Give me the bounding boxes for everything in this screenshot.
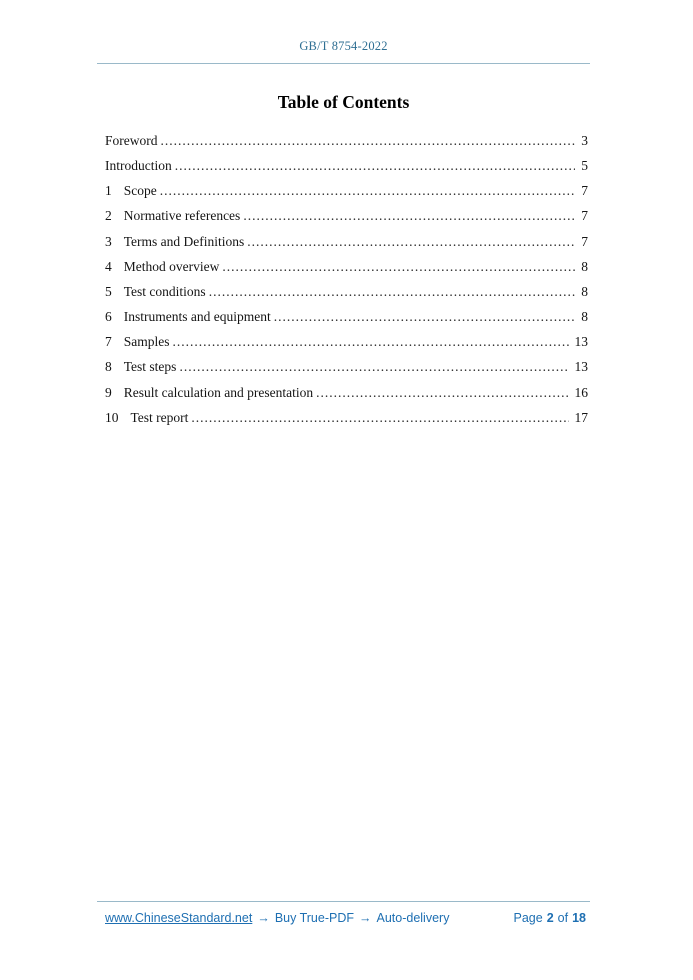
toc-entry [105, 229, 588, 254]
toc-entry [105, 153, 588, 178]
of-label: of [557, 911, 569, 925]
footer [97, 911, 590, 925]
footer-buy-text: Buy True-PDF [274, 911, 354, 925]
toc-entry-number: 2 [105, 208, 112, 224]
toc-entry-page: 8 [581, 258, 588, 274]
toc-entry-number: 7 [105, 334, 112, 350]
dot-leader [274, 304, 576, 329]
toc-entry-label: Normative references [123, 208, 241, 224]
toc-entry-number: 8 [105, 359, 112, 375]
dot-leader [173, 329, 569, 354]
toc-entry-page: 8 [581, 283, 588, 299]
page-indicator [514, 911, 587, 925]
dot-leader [160, 178, 576, 203]
toc-entry [105, 329, 588, 354]
header-rule [97, 63, 590, 64]
toc-entry-page: 7 [581, 208, 588, 224]
toc-entry [105, 178, 588, 203]
arrow-right-icon: → [257, 911, 270, 925]
toc-entry-page: 8 [581, 309, 588, 325]
dot-leader [247, 229, 575, 254]
page-total-number: 18 [572, 911, 586, 925]
dot-leader [316, 380, 568, 405]
toc-entry-page: 17 [574, 409, 588, 425]
toc-entry-label: Foreword [105, 133, 158, 148]
toc-entry-number: 6 [105, 309, 112, 325]
toc-entry [105, 405, 588, 430]
toc-entry-label: Samples [123, 334, 170, 350]
toc-entry-page: 7 [581, 183, 588, 199]
toc-entry-number: 5 [105, 283, 112, 299]
toc-entry-label: Test steps [123, 359, 177, 375]
toc-entry-page: 16 [574, 384, 588, 400]
dot-leader [191, 405, 568, 430]
toc-entry-number: 1 [105, 183, 112, 199]
toc-entry-label: Result calculation and presentation [123, 384, 314, 400]
dot-leader [161, 128, 576, 153]
dot-leader [175, 153, 576, 178]
toc-entry-page: 5 [581, 158, 588, 174]
toc-entry-number: 10 [105, 409, 119, 425]
toc-entry [105, 254, 588, 279]
toc-entry [105, 380, 588, 405]
toc-entry-label: Method overview [123, 258, 220, 274]
toc-entry [105, 203, 588, 228]
toc-entry-label: Scope [123, 183, 157, 199]
toc-entry-page: 7 [581, 233, 588, 249]
table-of-contents [97, 128, 590, 430]
toc-entry-label: Test report [130, 409, 189, 425]
page-current-number: 2 [546, 911, 554, 925]
dot-leader [243, 203, 575, 228]
arrow-right-icon: → [359, 911, 372, 925]
footer-website-link[interactable]: www.ChineseStandard.net [105, 911, 253, 925]
toc-entry-page: 13 [574, 359, 588, 375]
toc-entry-number: 4 [105, 258, 112, 274]
toc-entry [105, 279, 588, 304]
dot-leader [179, 354, 568, 379]
toc-entry-page: 3 [581, 133, 588, 148]
toc-entry-label: Instruments and equipment [123, 309, 271, 325]
toc-entry-label: Terms and Definitions [123, 233, 245, 249]
toc-entry-number: 9 [105, 384, 112, 400]
toc-entry [105, 128, 588, 153]
dot-leader [209, 279, 576, 304]
dot-leader [222, 254, 575, 279]
footer-left [105, 911, 449, 925]
toc-entry [105, 304, 588, 329]
toc-entry-label: Introduction [105, 158, 172, 174]
toc-entry [105, 354, 588, 379]
toc-entry-label: Test conditions [123, 283, 206, 299]
header-standard-code: GB/T 8754-2022 [299, 39, 388, 53]
footer-rule [97, 901, 590, 902]
footer-delivery-text: Auto-delivery [376, 911, 450, 925]
page-title: Table of Contents [277, 92, 410, 112]
page-label: Page [513, 911, 543, 925]
toc-entry-page: 13 [574, 334, 588, 350]
toc-entry-number: 3 [105, 233, 112, 249]
